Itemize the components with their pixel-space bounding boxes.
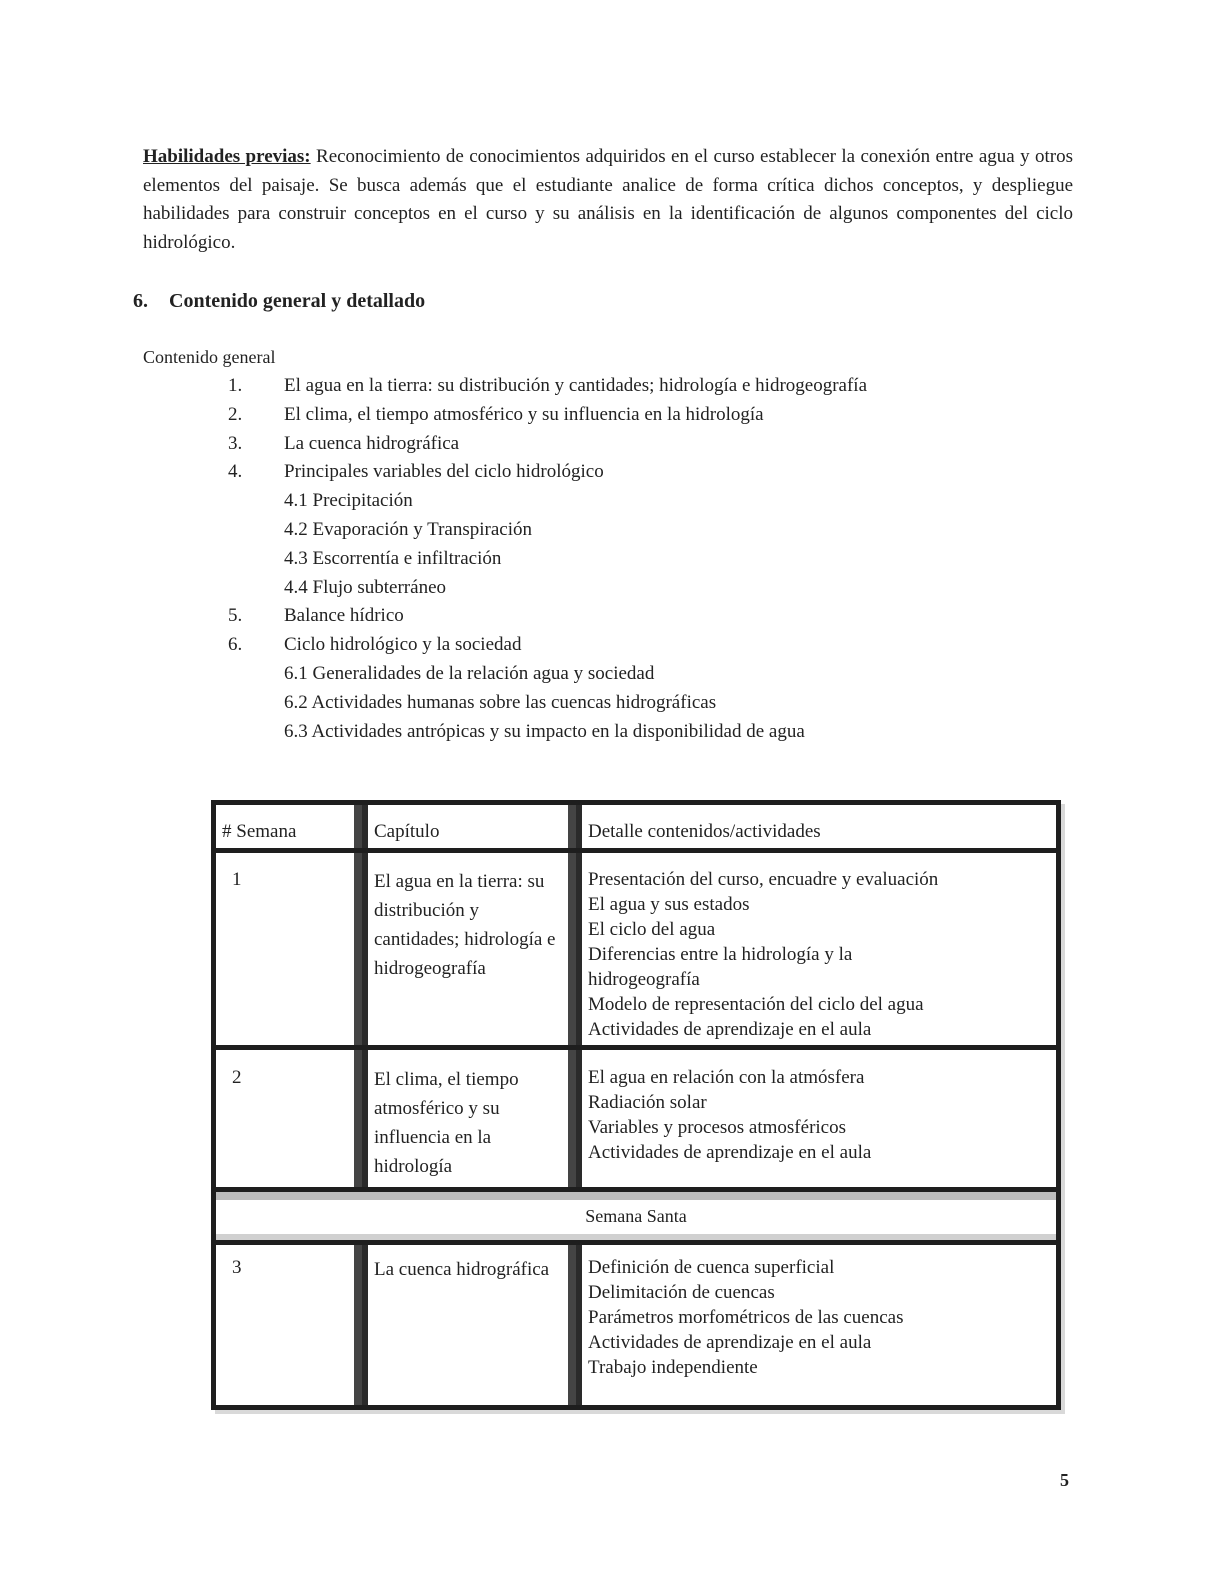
content-list-item [228,631,1048,660]
row2-details [582,1061,1052,1169]
content-item-text: Ciclo hidrológico y la sociedad [284,634,522,656]
detail-line: Definición de cuenca superficial [588,1257,835,1278]
detail-line: Parámetros morfométricos de las cuencas [588,1307,904,1328]
detail-line: Trabajo independiente [588,1357,758,1378]
row1-week: 1 [232,869,242,890]
content-item-number: 1. [228,375,243,396]
row-divider [216,848,1056,853]
header-details: Detalle contenidos/actividades [588,821,821,842]
header-chapter: Capítulo [374,821,440,842]
general-content-list [228,372,1048,746]
row3-details [582,1251,1052,1384]
row3-week: 3 [232,1257,242,1278]
content-item-number: 3. [228,432,243,454]
content-item-text: Balance hídrico [284,605,404,627]
content-item-number: 2. [228,403,243,425]
detail-line: Variables y procesos atmosféricos [588,1117,847,1138]
content-item-text: 4.3 Escorrentía e infiltración [284,547,502,569]
content-list-item [228,602,1048,631]
detail-line: Actividades de aprendizaje en el aula [588,1332,872,1353]
content-item-text: El clima, el tiempo atmosférico y su influencia en la hidrología [284,403,764,425]
detail-line: hidrogeografía [588,969,700,990]
intro-text: Reconocimiento de conocimientos adquiridos en el curso establecer la conexión entre agua y otros elementos del paisaje. Se busca además que el estudiante analice de forma crítica dichos conceptos, y despliegue habilidades para construir conceptos en el curso y su análisis en la identificación de algunos componentes del ciclo hidrológico. [143,146,1073,253]
row3-chapter: La cuenca hidrográfica [374,1259,550,1280]
content-item-text: 4.4 Flujo subterráneo [284,576,447,598]
detail-line: Actividades de aprendizaje en el aula [588,1142,872,1163]
content-list-item [228,660,1048,689]
header-week: # Semana [222,821,297,842]
detail-line: El agua en relación con la atmósfera [588,1067,865,1088]
detail-line: El agua y sus estados [588,894,750,915]
content-list-item [228,458,1048,487]
content-item-text: 4.2 Evaporación y Transpiración [284,518,533,540]
holiday-break-row [216,1187,1056,1245]
syllabus-table [211,800,1061,1410]
content-item-text: Principales variables del ciclo hidrológico [284,461,604,483]
content-item-text: El agua en la tierra: su distribución y cantidades; hidrología e hidrogeografía [284,375,867,396]
content-item-text: La cuenca hidrográfica [284,432,460,454]
content-item-number: 4. [228,461,243,483]
content-item-text: 4.1 Precipitación [284,490,413,512]
holiday-label: Semana Santa [585,1206,687,1226]
detail-line: Actividades de aprendizaje en el aula [588,1019,872,1040]
section-title: Contenido general y detallado [169,290,426,312]
general-content-label: Contenido general [143,347,276,367]
content-item-text: 6.2 Actividades humanas sobre las cuencas hidrográficas [284,691,717,713]
content-item-number: 5. [228,605,243,627]
content-list-item [228,689,1048,718]
column-divider [568,805,576,1405]
page-number: 5 [1060,1470,1069,1490]
content-list-item [228,574,1048,603]
content-item-text: 6.3 Actividades antrópicas y su impacto en la disponibilidad de agua [284,720,805,742]
content-item-number: 6. [228,634,243,656]
section-number: 6. [133,290,148,312]
column-divider [354,805,362,1405]
row2-week: 2 [232,1067,242,1088]
content-list-item [228,718,1048,747]
intro-paragraph [143,143,1073,257]
content-list-item [228,372,1048,401]
detail-line: Diferencias entre la hidrología y la [588,944,853,965]
content-item-text: 6.1 Generalidades de la relación agua y sociedad [284,662,655,684]
detail-line: El ciclo del agua [588,919,716,940]
row1-details [582,863,1052,1046]
row2-chapter: El clima, el tiempo atmosférico y su influencia en la hidrología [374,1069,519,1177]
section-heading [133,287,425,315]
detail-line: Radiación solar [588,1092,707,1113]
intro-lead: Habilidades previas: [143,146,311,167]
content-list-item [228,545,1048,574]
row1-chapter: El agua en la tierra: su distribución y cantidades; hidrología e hidrogeografía [374,871,556,979]
detail-line: Modelo de representación del ciclo del agua [588,994,924,1015]
detail-line: Presentación del curso, encuadre y evaluación [588,869,939,890]
content-list-item [228,401,1048,430]
content-list-item [228,516,1048,545]
content-list-item [228,430,1048,459]
detail-line: Delimitación de cuencas [588,1282,775,1303]
content-list-item [228,487,1048,516]
